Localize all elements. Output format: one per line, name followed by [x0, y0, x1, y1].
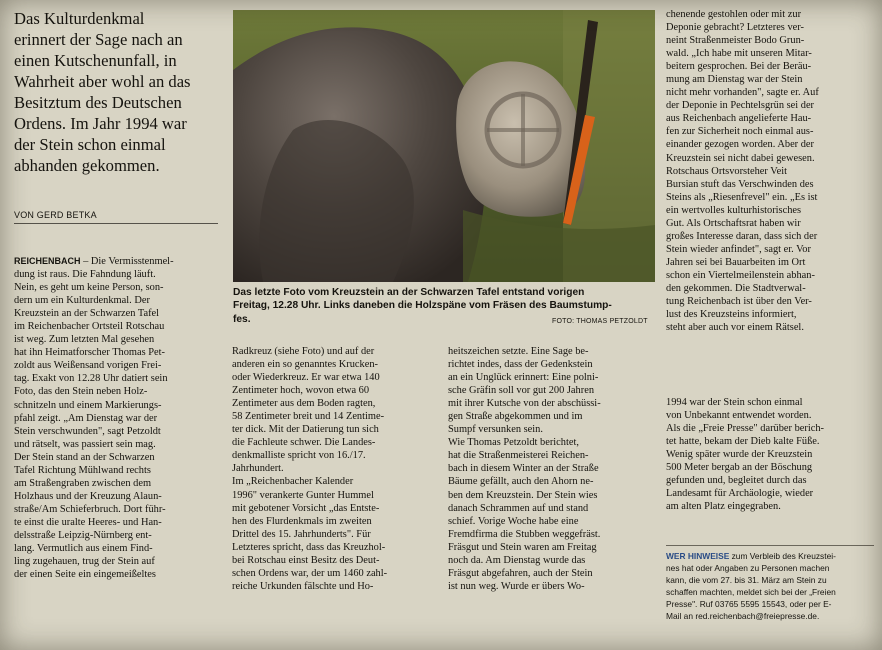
text-line: lang. Vermutlich aus einem Find- — [14, 543, 153, 555]
text-line: Bäume gefällt, auch den Ahorn ne- — [448, 476, 594, 488]
text-line: gefunden und, begleitet durch das — [666, 475, 807, 487]
text-line: die Fachleute schwer. Die Landes- — [232, 437, 376, 449]
info-line: nes hat oder Angaben zu Personen machen — [666, 563, 830, 573]
text-line: tung Reichenbach ist über den Ver- — [666, 296, 812, 308]
text-line: danach Schrammen auf und stand — [448, 502, 589, 514]
deck-line: Wahrheit aber wohl an das — [14, 72, 191, 91]
text-line: heitszeichen setzte. Eine Sage be- — [448, 346, 589, 357]
deck-line: erinnert der Sage nach an — [14, 30, 183, 49]
text-line: Wenig später wurde der Kreuzstein — [666, 449, 813, 461]
kreuzstein-photo — [233, 10, 655, 282]
text-line: Drittel des 15. Jahrhunderts". Für — [232, 528, 371, 540]
text-line: großes Interesse daran, dass sich der — [666, 230, 818, 242]
text-line: Nein, es geht um keine Person, son- — [14, 282, 164, 294]
text-line: schief. Vorige Woche habe eine — [448, 515, 579, 527]
info-line: Mail an red.reichenbach@freiepresse.de. — [666, 611, 820, 621]
text-line: einander gezogen worden. Aber der — [666, 139, 815, 151]
article-column-4 — [666, 8, 872, 334]
deck-line: einen Kutschenunfall, in — [14, 51, 177, 70]
text-line: nicht mehr vorhanden", sagte er. Auf — [666, 87, 819, 99]
text-line: wald. „Ich habe mit unseren Mitar- — [666, 48, 812, 60]
text-line: Kreuzstein an der Schwarzen Tafel — [14, 308, 160, 320]
text-line: Fremdfirma die Stubben weggefräst. — [448, 528, 601, 540]
text-line: fen zur Sicherheit noch einmal aus- — [666, 126, 814, 138]
text-line: Letzteres spricht, dass das Kreuzhol- — [232, 541, 386, 553]
text-line: anderen ein so genanntes Krucken- — [232, 359, 378, 371]
text-line: bei Rotschau einst Besitz des Deut- — [232, 554, 380, 566]
deck-line: Ordens. Im Jahr 1994 war — [14, 114, 187, 133]
text-line: lust des Kreuzsteins informiert, — [666, 309, 797, 321]
text-line: Im „Reichenbacher Kalender — [232, 476, 354, 488]
text-line: Zentimeter hoch, wovon etwa 60 — [232, 385, 370, 397]
text-line: Wie Thomas Petzoldt berichtet, — [448, 437, 579, 449]
text-line: ein wertvolles kulturhistorisches — [666, 204, 802, 216]
text-line: mung am Dienstag war der Stein — [666, 74, 803, 86]
text-line: dern um ein Kulturdenkmal. Der — [14, 295, 150, 307]
text-line: te einst die uralte Heeres- und Han- — [14, 516, 162, 528]
text-line: hat die Straßenmeisterei Reichen- — [448, 450, 589, 462]
byline: VON GERD BETKA — [14, 210, 218, 224]
text-line: ist nun weg. Wurde er übers Wo- — [448, 580, 585, 592]
article-column-1 — [14, 255, 220, 581]
text-line: dung ist raus. Die Fahndung läuft. — [14, 269, 156, 281]
caption-line: Das letzte Foto vom Kreuzstein an der Schwarzen Tafel entstand vorigen — [233, 287, 585, 298]
text-line: oder Wiederkreuz. Er war etwa 140 — [232, 372, 380, 384]
text-line: Deponie gebracht? Letzteres ver- — [666, 22, 804, 34]
text-line: Jahren sei bei Bauarbeiten im Ort — [666, 256, 806, 268]
dateline: REICHENBACH — [14, 256, 81, 266]
deck-line: Besitztum des Deutschen — [14, 93, 182, 112]
text-line: richtet indes, dass der Gedenkstein — [448, 359, 593, 371]
text-line: der einen Seite ein eingemeißeltes — [14, 569, 156, 581]
text-line: Der Stein stand an der Schwarzen — [14, 451, 155, 463]
caption-line: Freitag, 12.28 Uhr. Links daneben die Holzspäne vom Fräsen des Baumstump- — [233, 300, 612, 312]
text-line: am alten Platz eingegraben. — [666, 501, 781, 513]
text-line: Zentimeter aus dem Boden ragten, — [232, 398, 376, 410]
text-line: Landesamt für Archäologie, wieder — [666, 488, 814, 500]
text-line: und rätselt, was passiert sein mag. — [14, 438, 156, 450]
text-line: am Straßengraben zwischen dem — [14, 477, 152, 489]
text-line: tet hatte, bekam der Dieb kalte Füße. — [666, 436, 820, 448]
photo-credit: FOTO: THOMAS PETZOLDT — [552, 318, 648, 325]
text-line: 1996" verankerte Gunter Hummel — [232, 489, 374, 501]
text-line: Holzhaus und der Kreuzung Alaun- — [14, 490, 162, 502]
text-line: straße/Am Schieferbruch. Dort führ- — [14, 503, 166, 515]
article-column-3 — [448, 345, 654, 593]
deck-line: abhanden gekommen. — [14, 156, 160, 175]
text-line: Fräsgut und Stein waren am Freitag — [448, 541, 597, 553]
article-column-4-end — [666, 396, 872, 513]
article-column-2 — [232, 345, 436, 593]
text-line: Kreuzstein sei nicht dabei gewesen. — [666, 152, 815, 164]
info-line: kann, die vom 27. bis 31. März am Stein zu — [666, 575, 827, 585]
text-line: Foto, das den Stein neben Holz- — [14, 386, 148, 398]
text-line: delsstraße Leipzig-Nürnberg ent- — [14, 529, 152, 541]
article-deck — [14, 8, 220, 176]
text-line: bach in diesem Winter an der Straße — [448, 463, 599, 475]
caption-line: fes. — [233, 313, 251, 325]
text-line: an ein Unglück erinnert: Eine polni- — [448, 372, 599, 384]
info-box-hinweise — [666, 550, 874, 622]
text-line: Fräsgut abgefahren, auch der Stein — [448, 567, 593, 579]
text-line: noch da. Am Dienstag wurde das — [448, 554, 586, 566]
info-line — [666, 550, 874, 562]
text-line: reiche Urkunden fälschte und Ho- — [232, 580, 374, 592]
text-line: schnitzeln und einem Markierungs- — [14, 399, 162, 411]
text-line: mit ihrer Kutsche von der abschüssi- — [448, 398, 601, 410]
text-line: der Deponie in Pechtelsgrün sei der — [666, 100, 815, 112]
text-line: 500 Meter bergab an der Böschung — [666, 462, 813, 474]
text-line: pfahl zeigt. „Am Dienstag war der — [14, 412, 158, 424]
divider — [666, 545, 874, 546]
text-line: ben dem Kreuzstein. Der Stein wies — [448, 489, 598, 501]
text-line: neint Straßenmeister Bodo Grun- — [666, 35, 805, 47]
text-line: hen des Flurdenkmals im zweiten — [232, 515, 372, 527]
text-line: schon ein Viertelmeilenstein abhan- — [666, 269, 815, 281]
text-line: Stein wieder anfindet", sagt er. Vor — [666, 243, 811, 255]
text-line: Bursian stuft das Verschwinden des — [666, 178, 814, 190]
text-line: Sumpf versunken sein. — [448, 424, 543, 436]
text-line: chenende gestohlen oder mit zur — [666, 9, 802, 20]
text-line — [14, 255, 220, 268]
text-line: Rotschaus Ortsvorsteher Veit — [666, 165, 788, 177]
text-line: im Reichenbacher Ortsteil Rotschau — [14, 321, 165, 333]
text-line: denkmalliste spricht von 16./17. — [232, 450, 366, 462]
text-line: beitern gesprochen. Bei der Beräu- — [666, 61, 812, 73]
text-line: den gekommen. Die Stadtverwal- — [666, 282, 806, 294]
text-line: Radkreuz (siehe Foto) und auf der — [232, 346, 375, 357]
text-line: Stein verschwunden", sagt Petzoldt — [14, 425, 161, 437]
text-line: ling zugehauen, trug der Stein auf — [14, 556, 155, 568]
text-line: von Unbekannt entwendet worden. — [666, 410, 812, 422]
text-line: hat ihn Heimatforscher Thomas Pet- — [14, 347, 166, 359]
text-line: gen Straße abgekommen und im — [448, 411, 583, 423]
text-line: Tafel Richtung Mühlwand rechts — [14, 464, 151, 476]
text-line: steht aber auch vor einem Rätsel. — [666, 322, 804, 334]
text-fragment: zum Verbleib des Kreuzstei- — [729, 551, 836, 561]
text-line: zoldt aus Weißensand vorigen Frei- — [14, 360, 162, 372]
info-kicker: WER HINWEISE — [666, 551, 730, 561]
article-photo — [233, 10, 655, 282]
deck-line: Das Kulturdenkmal — [14, 9, 145, 28]
info-line: Presse". Ruf 03765 5595 15543, oder per E- — [666, 599, 832, 609]
text-line: ist weg. Zum letzten Mal gesehen — [14, 334, 155, 346]
text-line: tag. Exakt von 12.28 Uhr datiert sein — [14, 373, 168, 385]
text-line: 1994 war der Stein schon einmal — [666, 397, 803, 408]
deck-line: der Stein schon einmal — [14, 135, 166, 154]
text-line: ter dick. Mit der Datierung tun sich — [232, 424, 379, 436]
text-fragment: – Die Vermisstenmel- — [80, 256, 174, 267]
text-line: Jahrhundert. — [232, 463, 284, 475]
text-line: sche Gräfin soll vor gut 200 Jahren — [448, 385, 595, 397]
text-line: schen Ordens war, der um 1460 zahl- — [232, 567, 388, 579]
info-line: schaffen machten, meldet sich bei der „Freien — [666, 587, 836, 597]
text-line: Steins als „Riesenfrevel" ein. „Es ist — [666, 191, 818, 203]
text-line: 58 Zentimeter breit und 14 Zentime- — [232, 411, 385, 423]
text-line: mit gebotener Vorsicht „das Entste- — [232, 502, 380, 514]
text-line: aus Reichenbach angelieferte Hau- — [666, 113, 812, 125]
text-line: Gut. Als Ortschaftsrat haben wir — [666, 217, 801, 229]
text-line: Als die „Freie Presse" darüber berich- — [666, 423, 825, 435]
